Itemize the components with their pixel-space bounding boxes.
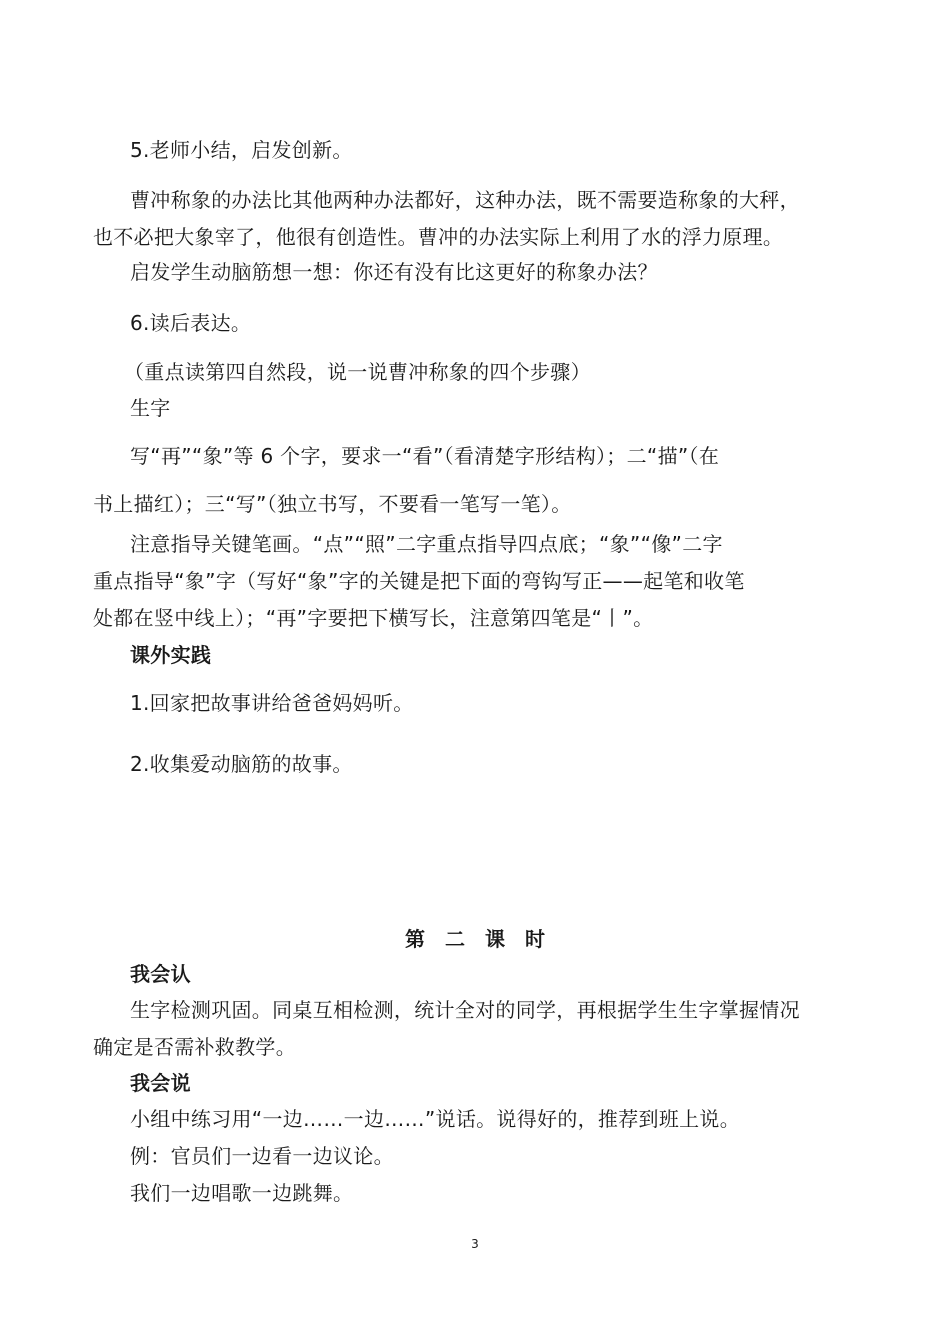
write-requirement-line2: 书上描红）；三“写”（独立书写，不要看一笔写一笔）。 (93, 492, 572, 516)
speak-example-line: 例：官员们一边看一边议论。 (130, 1144, 394, 1168)
item6-title: 6.读后表达。 (130, 311, 252, 335)
item5-paragraph2: 启发学生动脑筋想一想：你还有没有比这更好的称象办法？ (130, 260, 658, 284)
speak-line3: 我们一边唱歌一边跳舞。 (130, 1181, 354, 1205)
practice-item-1: 1.回家把故事讲给爸爸妈妈听。 (130, 691, 414, 715)
item5-paragraph-line2: 也不必把大象宰了，他很有创造性。曹冲的办法实际上利用了水的浮力原理。 (93, 225, 784, 249)
recognize-line2: 确定是否需补救教学。 (93, 1035, 296, 1059)
lesson-title: 第 二 课 时 (405, 927, 545, 951)
speak-heading: 我会说 (130, 1071, 191, 1095)
practice-item-2: 2.收集爱动脑筋的故事。 (130, 752, 353, 776)
practice-heading: 课外实践 (130, 643, 212, 667)
stroke-guidance-line1: 注意指导关键笔画。“点”“照”二字重点指导四点底；“象”“像”二字 (130, 532, 723, 556)
write-requirement-line1: 写“再”“象”等 6 个字，要求一“看”（看清楚字形结构）；二“描”（在 (130, 444, 720, 468)
recognize-line1: 生字检测巩固。同桌互相检测，统计全对的同学，再根据学生生字掌握情况 (130, 998, 800, 1022)
recognize-heading: 我会认 (130, 962, 191, 986)
page-number: 3 (471, 1237, 479, 1251)
item6-note: （重点读第四自然段，说一说曹冲称象的四个步骤） (124, 360, 591, 384)
item5-title: 5.老师小结，启发创新。 (130, 138, 353, 162)
shengzi-label: 生字 (130, 396, 171, 420)
stroke-guidance-line2: 重点指导“象”字（写好“象”字的关键是把下面的弯钩写正——起笔和收笔 (93, 569, 745, 593)
stroke-guidance-line3: 处都在竖中线上）；“再”字要把下横写长，注意第四笔是“丨”。 (93, 606, 654, 630)
speak-line1: 小组中练习用“一边……一边……”说话。说得好的，推荐到班上说。 (130, 1107, 741, 1131)
item5-paragraph-line1: 曹冲称象的办法比其他两种办法都好，这种办法，既不需要造称象的大秤， (130, 188, 800, 212)
